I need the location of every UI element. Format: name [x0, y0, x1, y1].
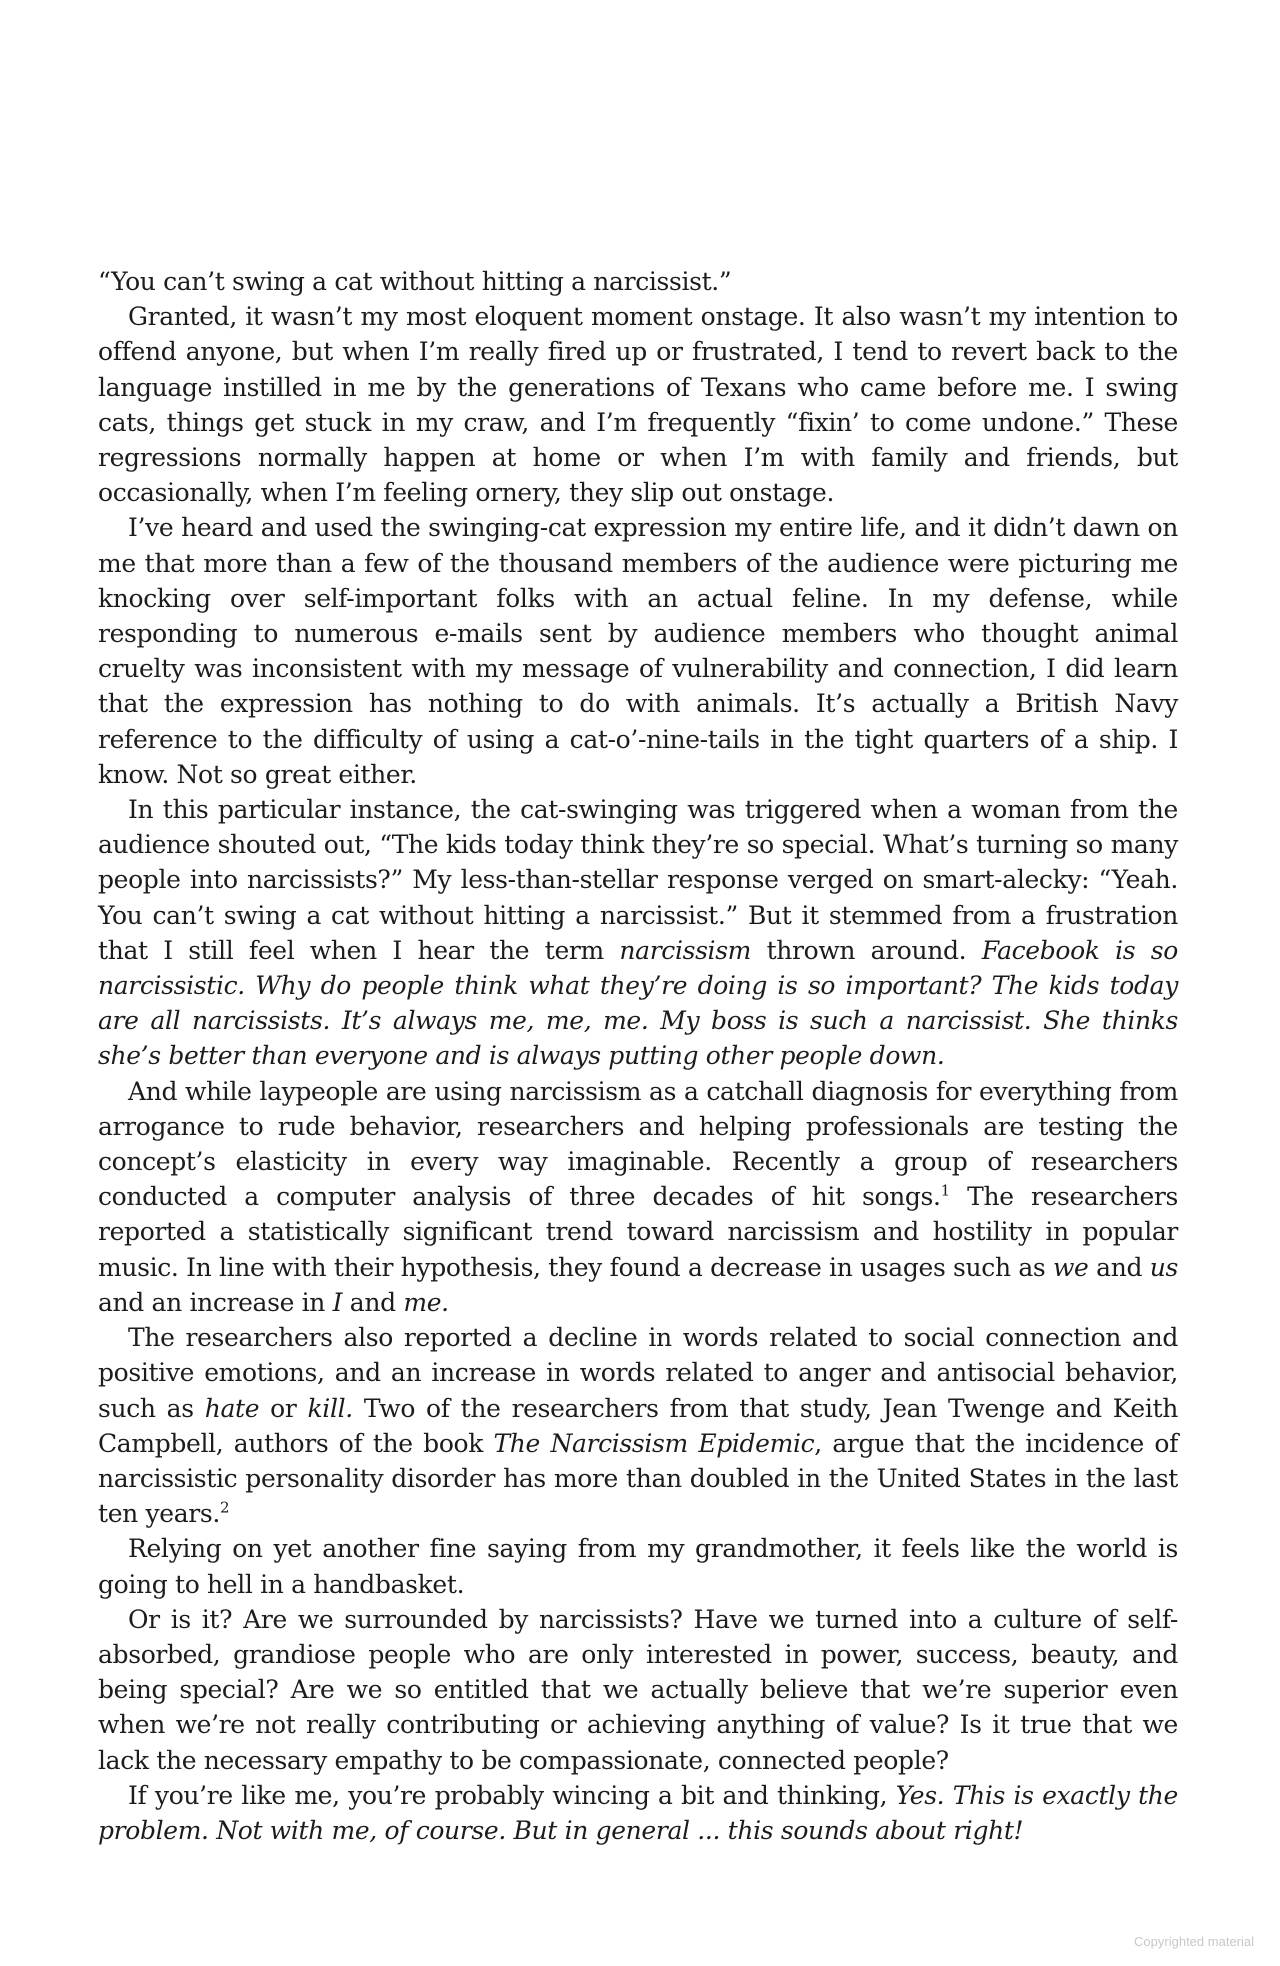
p9-quote: Yes. This is exactly the problem. Not with me, of course. But in general ... this sounds about right! [98, 1780, 1178, 1845]
p4-text-b: thrown around. [766, 935, 967, 965]
p5-text-a: And while laypeople are using narcissism as a catchall diagnosis for everything from arrogance to rude behavior, researchers and helping professionals are testing the concept’s elasticity in every way imaginable. Recently a group of researchers conducted a computer analysis of three decades of hit songs. [98, 1076, 1178, 1212]
p5-text-c: and an increase in [98, 1287, 326, 1317]
paragraph-2 [98, 299, 1178, 510]
p2-text: Granted, it wasn’t my most eloquent moment onstage. It also wasn’t my intention to offend anyone, but when I’m really fired up or frustrated, I tend to revert back to the language instilled in me by the generations of Texans who came before me. I swing cats, things get stuck in my craw, and I’m frequently “fixin’ to come undone.” These regressions normally happen at home or when I’m with family and friends, but occasionally, when I’m feeling ornery, they slip out onstage. [98, 302, 1178, 508]
footnote-ref-2: 2 [219, 1498, 230, 1517]
p5-us: us [1149, 1252, 1178, 1282]
p1-text: “You can’t swing a cat without hitting a narcissist.” [98, 267, 732, 296]
p8-text: Or is it? Are we surrounded by narcissists? Have we turned into a culture of self-absorbed, grandiose people who are only interested in power, success, beauty, and being special? Are we so entitled that we actually believe that we’re superior even when we’re not really contributing or achieving anything of value? Is it true that we lack the necessary empathy to be compassionate, connected people? [98, 1604, 1178, 1775]
p5-i: I [332, 1287, 343, 1317]
p5-and-1: and [1096, 1252, 1143, 1282]
p4-text-a: In this particular instance, the cat-swinging was triggered when a woman from the audience shouted out, “The kids today think they’re so special. What’s turning so many people into narcissists?” My less-than-stellar response verged on smart-alecky: “Yeah. You can’t swing a cat without hitting a narcissist.” But it stemmed from a frustration that I still feel when I hear the term [98, 795, 1178, 965]
p4-term: narcissism [619, 935, 752, 965]
paragraph-7 [98, 1531, 1178, 1601]
p5-we: we [1053, 1252, 1089, 1282]
paragraph-6 [98, 1320, 1178, 1531]
p6-text-c: , argue that the incidence of narcissistic personality disorder has more than doubled in the United States in the last ten years. [98, 1428, 1178, 1529]
paragraph-3 [98, 510, 1178, 792]
p3-text: I’ve heard and used the swinging-cat expression my entire life, and it didn’t dawn on me that more than a few of the thousand members of the audience were picturing me knocking over self-important folks with an actual feline. In my defense, while responding to numerous e-mails sent by audience members who thought animal cruelty was inconsistent with my message of vulnerability and connection, I did learn that the expression has nothing to do with animals. It’s actually a British Navy reference to the difficulty of using a cat-o’-nine-tails in the tight quarters of a ship. I know. Not so great either. [98, 513, 1178, 789]
paragraph-1 [98, 264, 1178, 299]
p6-hate: hate [204, 1393, 260, 1423]
p6-book-title: The Narcissism Epidemic [493, 1428, 815, 1458]
page-body [98, 264, 1178, 1848]
p6-or: or [270, 1393, 297, 1423]
paragraph-9 [98, 1778, 1178, 1848]
p9-text-a: If you’re like me, you’re probably wincing a bit and thinking, [128, 1780, 888, 1810]
p5-me: me. [403, 1287, 449, 1317]
p7-text: Relying on yet another fine saying from my grandmother, it feels like the world is going to hell in a handbasket. [98, 1534, 1178, 1599]
footnote-ref-1: 1 [940, 1181, 950, 1200]
p6-text-a: The researchers also reported a decline in words related to social connection and positive emotions, and an increase in words related to anger and antisocial behavior, such as [98, 1323, 1178, 1423]
p5-and-2: and [349, 1287, 396, 1317]
p5-text-b: The researchers reported a statistically significant trend toward narcissism and hostility in popular music. In line with their hypothesis, they found a decrease in usages such as [98, 1182, 1178, 1282]
paragraph-4 [98, 792, 1178, 1074]
copyright-watermark: Copyrighted material [1134, 1934, 1254, 1949]
p6-kill: kill. [307, 1393, 353, 1423]
p6-text-b: Two of the researchers from that study, Jean Twenge and Keith Campbell, authors of the book [98, 1393, 1178, 1458]
paragraph-8 [98, 1602, 1178, 1778]
p4-quote: Facebook is so narcissistic. Why do people think what they’re doing is so important? The kids today are all narcissists. It’s always me, me, me. My boss is such a narcissist. She thinks she’s better than everyone and is always putting other people down. [98, 935, 1178, 1071]
paragraph-5 [98, 1074, 1178, 1320]
